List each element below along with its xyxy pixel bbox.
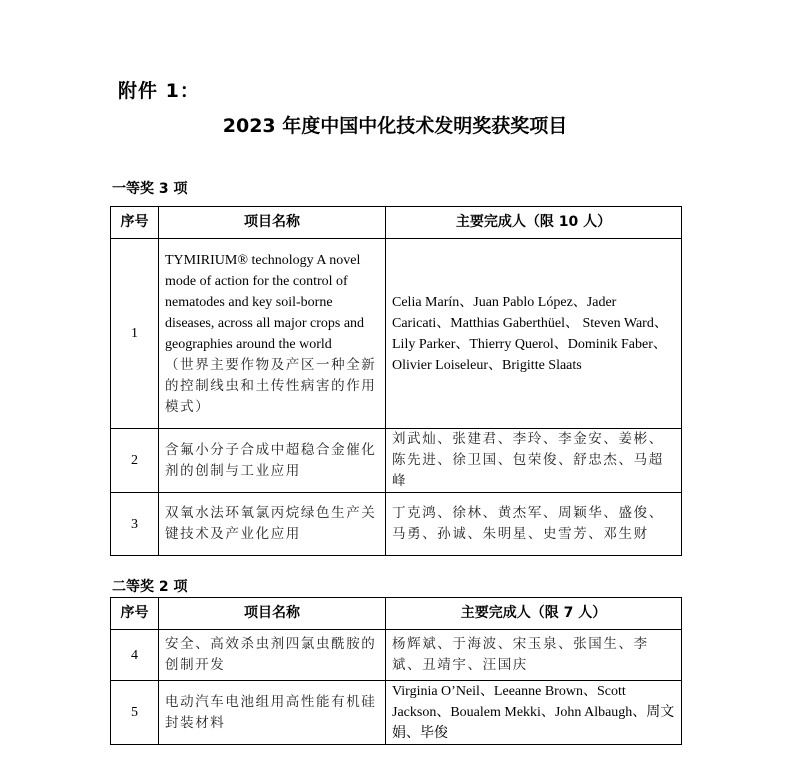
header-project-name: 项目名称 bbox=[159, 598, 386, 630]
project-name: 电动汽车电池组用高性能有机硅封装材料 bbox=[159, 681, 386, 745]
row-no: 2 bbox=[111, 429, 159, 493]
row-no: 5 bbox=[111, 681, 159, 745]
section-second-prize-label: 二等奖 2 项 bbox=[112, 579, 188, 595]
project-name: 含氟小分子合成中超稳合金催化剂的创制与工业应用 bbox=[159, 429, 386, 493]
first-prize-table bbox=[110, 206, 682, 556]
section-first-prize-label: 一等奖 3 项 bbox=[112, 181, 188, 197]
table-row bbox=[111, 630, 682, 681]
header-people: 主要完成人（限 7 人） bbox=[386, 598, 682, 630]
people: 杨辉斌、于海波、宋玉泉、张国生、李斌、丑靖宇、汪国庆 bbox=[386, 630, 682, 681]
people: 丁克鸿、徐林、黄杰军、周颖华、盛俊、马勇、孙诚、朱明星、史雪芳、邓生财 bbox=[386, 493, 682, 556]
header-no: 序号 bbox=[111, 598, 159, 630]
people: Virginia O’Neil、Leeanne Brown、Scott Jackson、Boualem Mekki、John Albaugh、周文娟、毕俊 bbox=[386, 681, 682, 745]
table-row bbox=[111, 239, 682, 429]
document-title: 2023 年度中国中化技术发明奖获奖项目 bbox=[222, 115, 568, 137]
table-row bbox=[111, 429, 682, 493]
table-header-row bbox=[111, 207, 682, 239]
table-row bbox=[111, 493, 682, 556]
project-name-en: TYMIRIUM® technology A novel mode of action for the control of nematodes and key soil-borne diseases, across all major crops and geographies around the world bbox=[165, 252, 365, 352]
project-name-cn: （世界主要作物及产区一种全新的控制线虫和土传性病害的作用模式） bbox=[165, 356, 377, 415]
project-name: 安全、高效杀虫剂四氯虫酰胺的创制开发 bbox=[159, 630, 386, 681]
row-no: 4 bbox=[111, 630, 159, 681]
people: 刘武灿、张建君、李玲、李金安、姜彬、陈先进、徐卫国、包荣俊、舒忠杰、马超峰 bbox=[386, 429, 682, 493]
project-name bbox=[159, 239, 386, 429]
header-no: 序号 bbox=[111, 207, 159, 239]
second-prize-table bbox=[110, 597, 682, 745]
row-no: 1 bbox=[111, 239, 159, 429]
table-header-row bbox=[111, 598, 682, 630]
header-people: 主要完成人（限 10 人） bbox=[386, 207, 682, 239]
project-name: 双氧水法环氧氯丙烷绿色生产关键技术及产业化应用 bbox=[159, 493, 386, 556]
people: Celia Marín、Juan Pablo López、Jader Caricati、Matthias Gaberthüel、 Steven Ward、Lily Parker、Thierry Querol、Dominik Faber、Olivier Loiseleur、Brigitte Slaats bbox=[386, 239, 682, 429]
annex-label: 附件 1： bbox=[118, 80, 200, 102]
table-row bbox=[111, 681, 682, 745]
row-no: 3 bbox=[111, 493, 159, 556]
header-project-name: 项目名称 bbox=[159, 207, 386, 239]
